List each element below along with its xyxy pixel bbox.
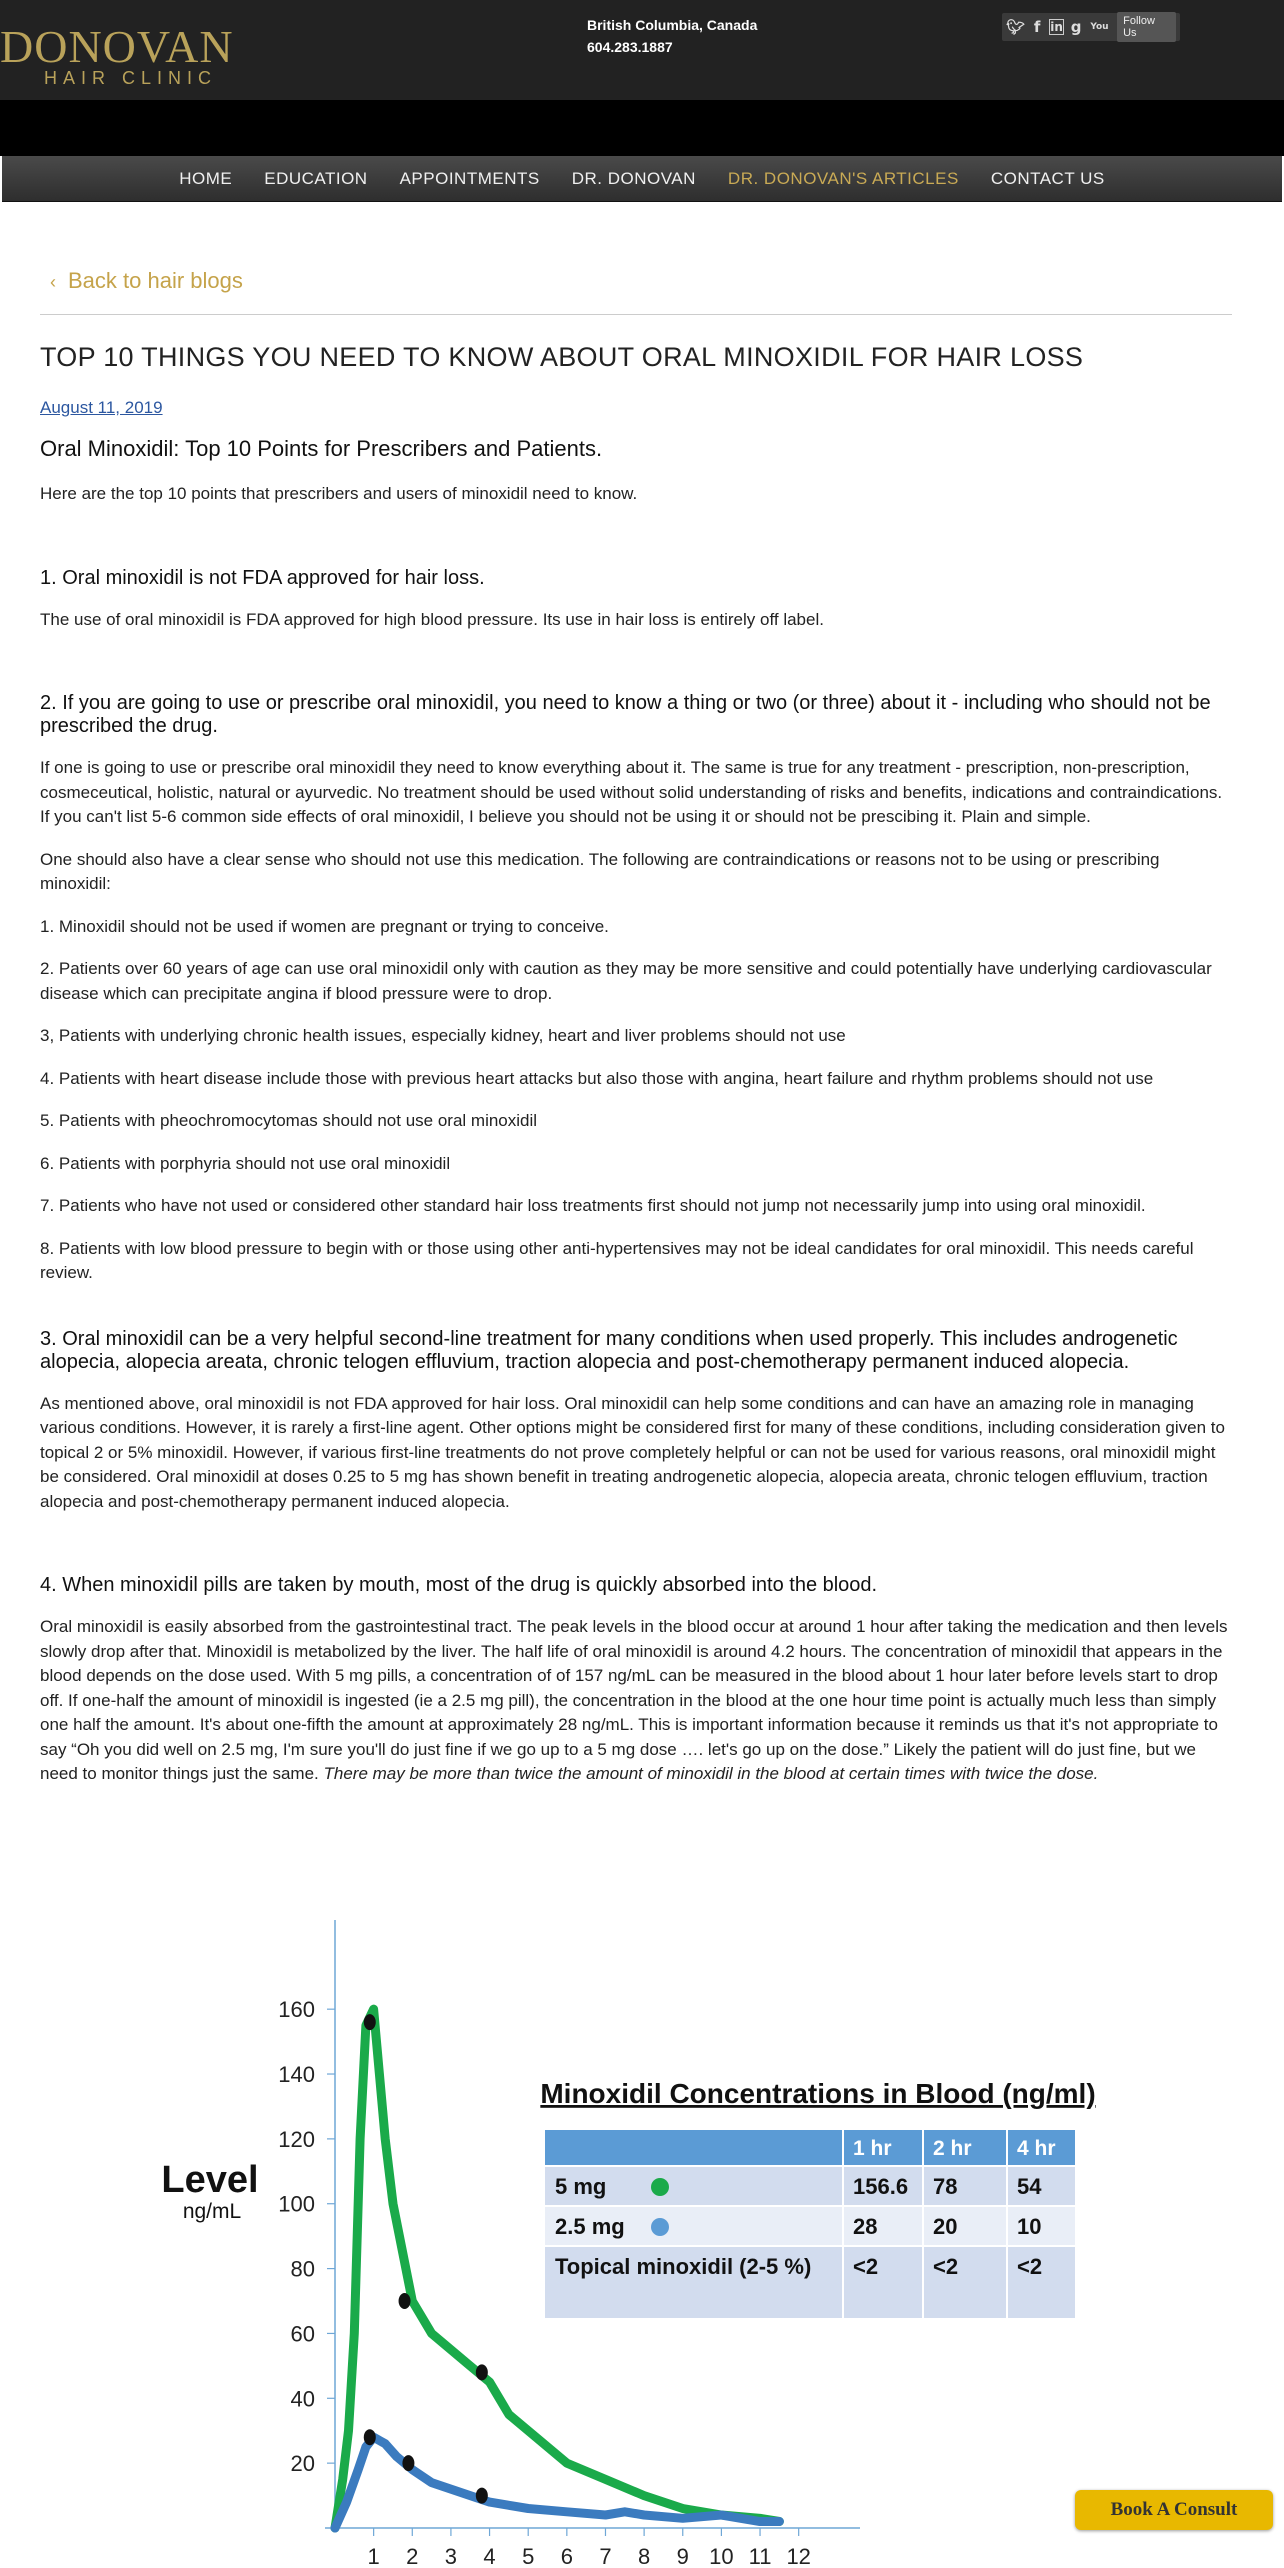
y-axis-label: Level (161, 2159, 259, 2201)
section-2-paragraph-1: If one is going to use or prescribe oral minoxidil they need to know everything about it. The same is true for any treatment - prescription, non-prescription, cosmeceutical, holistic, natural or ayurvedic. No treatment should be used without solid understanding of risks and benefits, indications and contraindications. If you can't list 5-6 common side effects of oral minoxidil, I believe you should not be using it or should not be prescibing it. Plain and simple. (40, 758, 1223, 826)
legend-dot (651, 2218, 669, 2236)
y-tick-label: 40 (290, 2386, 315, 2412)
data-point-marker (476, 2488, 488, 2504)
clinic-logo[interactable] (0, 18, 280, 88)
data-point-marker (476, 2364, 488, 2380)
y-tick-label: 60 (290, 2321, 315, 2347)
facebook-icon[interactable]: f (1033, 18, 1041, 36)
y-tick-label: 20 (290, 2451, 315, 2477)
contact-info (587, 14, 757, 58)
y-tick-label: 140 (278, 2062, 315, 2088)
section-1-paragraph: The use of oral minoxidil is FDA approved for high blood pressure. Its use in hair loss is entirely off label. (40, 609, 824, 629)
location-text: British Columbia, Canada (587, 17, 758, 33)
x-tick-label: 4 (483, 2544, 496, 2568)
table-cell: 10 (1017, 2214, 1042, 2239)
nav-contact-us[interactable]: CONTACT US (990, 168, 1105, 188)
section-4-title: 4. When minoxidil pills are taken by mouth, most of the drug is quickly absorbed into the blood. (40, 1574, 878, 1596)
page-title: TOP 10 THINGS YOU NEED TO KNOW ABOUT ORAL MINOXIDIL FOR HAIR LOSS (40, 342, 1084, 372)
table-cell: 78 (933, 2174, 958, 2199)
article-body (40, 436, 1232, 1805)
legend-dot (651, 2178, 669, 2196)
back-to-blogs-link[interactable] (50, 268, 243, 294)
data-point-marker (364, 2014, 376, 2030)
chart-title: Minoxidil Concentrations in Blood (ng/ml) (540, 2078, 1096, 2109)
article-heading: Oral Minoxidil: Top 10 Points for Prescribers and Patients. (40, 436, 603, 461)
minoxidil-chart (0, 1900, 1284, 2568)
contraindication-item: 4. Patients with heart disease include those with previous heart attacks but also those with angina, heart failure and rhythm problems should not use (40, 1068, 1154, 1088)
contraindication-item: 7. Patients who have not used or considered other standard hair loss treatments first should not jump not necessarily jump into using oral minoxidil. (40, 1196, 1146, 1215)
nav-home[interactable]: HOME (179, 168, 233, 188)
table-header-row (545, 2130, 1075, 2166)
concentration-table (545, 2130, 1075, 2318)
data-point-marker (402, 2455, 414, 2471)
logo-brand: DONOVAN (0, 21, 234, 72)
y-tick-label: 80 (290, 2256, 315, 2282)
table-cell: 28 (853, 2214, 878, 2239)
twitter-icon[interactable]: 🐦︎ (1006, 18, 1026, 36)
social-bar (1002, 13, 1180, 41)
x-tick-label: 12 (786, 2544, 811, 2568)
table-cell: <2 (933, 2254, 959, 2279)
phone-number[interactable]: 604.283.1887 (587, 39, 673, 55)
x-tick-label: 1 (367, 2544, 380, 2568)
table-cell: 54 (1017, 2174, 1042, 2199)
table-header-cell: 1 hr (853, 2137, 892, 2160)
x-tick-label: 3 (444, 2544, 458, 2568)
table-header-cell: 4 hr (1017, 2137, 1056, 2160)
intro-paragraph: Here are the top 10 points that prescribers and users of minoxidil need to know. (40, 484, 638, 503)
section-2-paragraph-2: One should also have a clear sense who should not use this medication. The following are contraindications or reasons not to be using or prescribing minoxidil: (40, 849, 1160, 893)
data-point-marker (364, 2429, 376, 2445)
section-4-text: Oral minoxidil is easily absorbed from the gastrointestinal tract. The peak levels in the blood occur at around 1 hour after taking the medication and then levels slowly drop after that. Minoxidil is metabolized by the liver. The half life of oral minoxidil is around 4.2 hours. The concentration of minoxidil that appears in the blood depends on the dose used. With 5 mg pills, a concentration of of 157 ng/mL can be measured in the blood about 1 hour later before levels start to drop off. If one-half the amount of minoxidil is ingested (ie a 2.5 mg pill), the concentration in the blood at the one hour time point is actually much less than simply one half the amount. It's about one-fifth the amount at approximately 28 ng/mL. This is important information because it reminds us that it's not appropriate to say “Oh you did well on 2.5 mg, I'm sure you'll do just fine if we go up to a 5 mg dose …. let's go up on the dose.” Likely the patient will do just fine, but we need to monitor things just the same. (40, 1617, 1228, 1783)
x-tick-label: 11 (748, 2544, 772, 2568)
back-link-label: Back to hair blogs (68, 268, 243, 293)
main-nav (2, 156, 1282, 202)
nav-appointments[interactable]: APPOINTMENTS (399, 168, 540, 188)
contraindication-item: 5. Patients with pheochromocytomas should not use oral minoxidil (40, 1111, 538, 1130)
section-2-title: 2. If you are going to use or prescribe oral minoxidil, you need to know a thing or two (or three) about it - including who should not be prescribed the drug. (40, 692, 1211, 737)
table-row-label: 2.5 mg (555, 2214, 625, 2239)
x-tick-label: 9 (676, 2544, 689, 2568)
youtube-icon[interactable]: You (1090, 22, 1109, 32)
follow-us-button[interactable]: Follow Us (1117, 12, 1176, 42)
table-cell: <2 (853, 2254, 879, 2279)
top-header (0, 0, 1284, 100)
x-tick-label: 5 (522, 2544, 535, 2568)
section-1-title: 1. Oral minoxidil is not FDA approved for hair loss. (40, 566, 485, 589)
logo-sub: HAIR CLINIC (44, 68, 218, 88)
contraindication-item: 6. Patients with porphyria should not use oral minoxidil (40, 1153, 451, 1173)
x-tick-label: 7 (599, 2544, 612, 2568)
x-tick-label: 10 (709, 2544, 734, 2568)
section-3-paragraph: As mentioned above, oral minoxidil is not FDA approved for hair loss. Oral minoxidil can help some conditions and can have an amazing role in managing various conditions. However, it is rarely a first-line agent. Other options might be considered first for many of these conditions, including consideration given to topical 2 or 5% minoxidil. However, if various first-line treatments do not prove completely helpful or can not be used for various reasons, oral minoxidil might be considered. Oral minoxidil at doses 0.25 to 5 mg has shown benefit in treating androgenetic alopecia, alopecia areata, chronic telogen effluvium, traction alopecia and post-chemotherapy permanent induced alopecia. (40, 1393, 1225, 1511)
table-row-label: Topical minoxidil (2-5 %) (555, 2254, 812, 2279)
section-3-title: 3. Oral minoxidil can be a very helpful second-line treatment for many conditions when used properly. This includes androgenetic alopecia, alopecia areata, chronic telogen effluvium, traction alopecia and post-chemotherapy permanent induced alopecia. (40, 1327, 1178, 1373)
y-tick-label: 120 (278, 2126, 315, 2152)
nav-articles[interactable]: DR. DONOVAN'S ARTICLES (727, 168, 959, 188)
nav-dr-donovan[interactable]: DR. DONOVAN (571, 168, 696, 188)
x-tick-label: 8 (637, 2544, 651, 2568)
x-tick-label: 2 (406, 2544, 419, 2568)
x-tick-label: 6 (560, 2544, 573, 2568)
table-row (545, 2166, 1075, 2206)
table-cell: 156.6 (853, 2174, 909, 2199)
divider (40, 314, 1232, 315)
googleplus-icon[interactable]: g (1070, 18, 1082, 36)
table-header-cell: 2 hr (933, 2137, 972, 2160)
linkedin-icon[interactable]: in (1050, 20, 1063, 34)
contraindication-item: 3, Patients with underlying chronic health issues, especially kidney, heart and liver problems should not use (40, 1026, 846, 1045)
chevron-left-icon: ‹ (50, 272, 56, 292)
contraindication-item: 1. Minoxidil should not be used if women are pregnant or trying to conceive. (40, 916, 609, 936)
table-row-label: 5 mg (555, 2174, 607, 2199)
data-point-marker (399, 2293, 411, 2309)
section-4-paragraph (40, 1615, 1232, 1787)
table-cell: 20 (933, 2214, 958, 2239)
y-axis-unit: ng/mL (182, 2200, 242, 2223)
nav-education[interactable]: EDUCATION (264, 168, 368, 188)
contraindication-item: 8. Patients with low blood pressure to begin with or those using other anti-hypertensives may not be ideal candidates for oral minoxidil. This needs careful review. (40, 1238, 1194, 1282)
y-tick-label: 100 (278, 2191, 315, 2217)
section-4-emphasis: There may be more than twice the amount of minoxidil in the blood at certain times with twice the dose. (323, 1764, 1099, 1783)
book-consult-button[interactable]: Book A Consult (1075, 2490, 1273, 2530)
table-cell: <2 (1017, 2254, 1043, 2279)
contraindication-item: 2. Patients over 60 years of age can use oral minoxidil only with caution as they may be more sensitive and could potentially have underlying cardiovascular disease which can precipitate angina if blood pressure were to drop. (40, 959, 1212, 1003)
header-band (0, 100, 1284, 156)
y-tick-label: 160 (278, 1997, 315, 2023)
post-date[interactable]: August 11, 2019 (40, 398, 163, 417)
